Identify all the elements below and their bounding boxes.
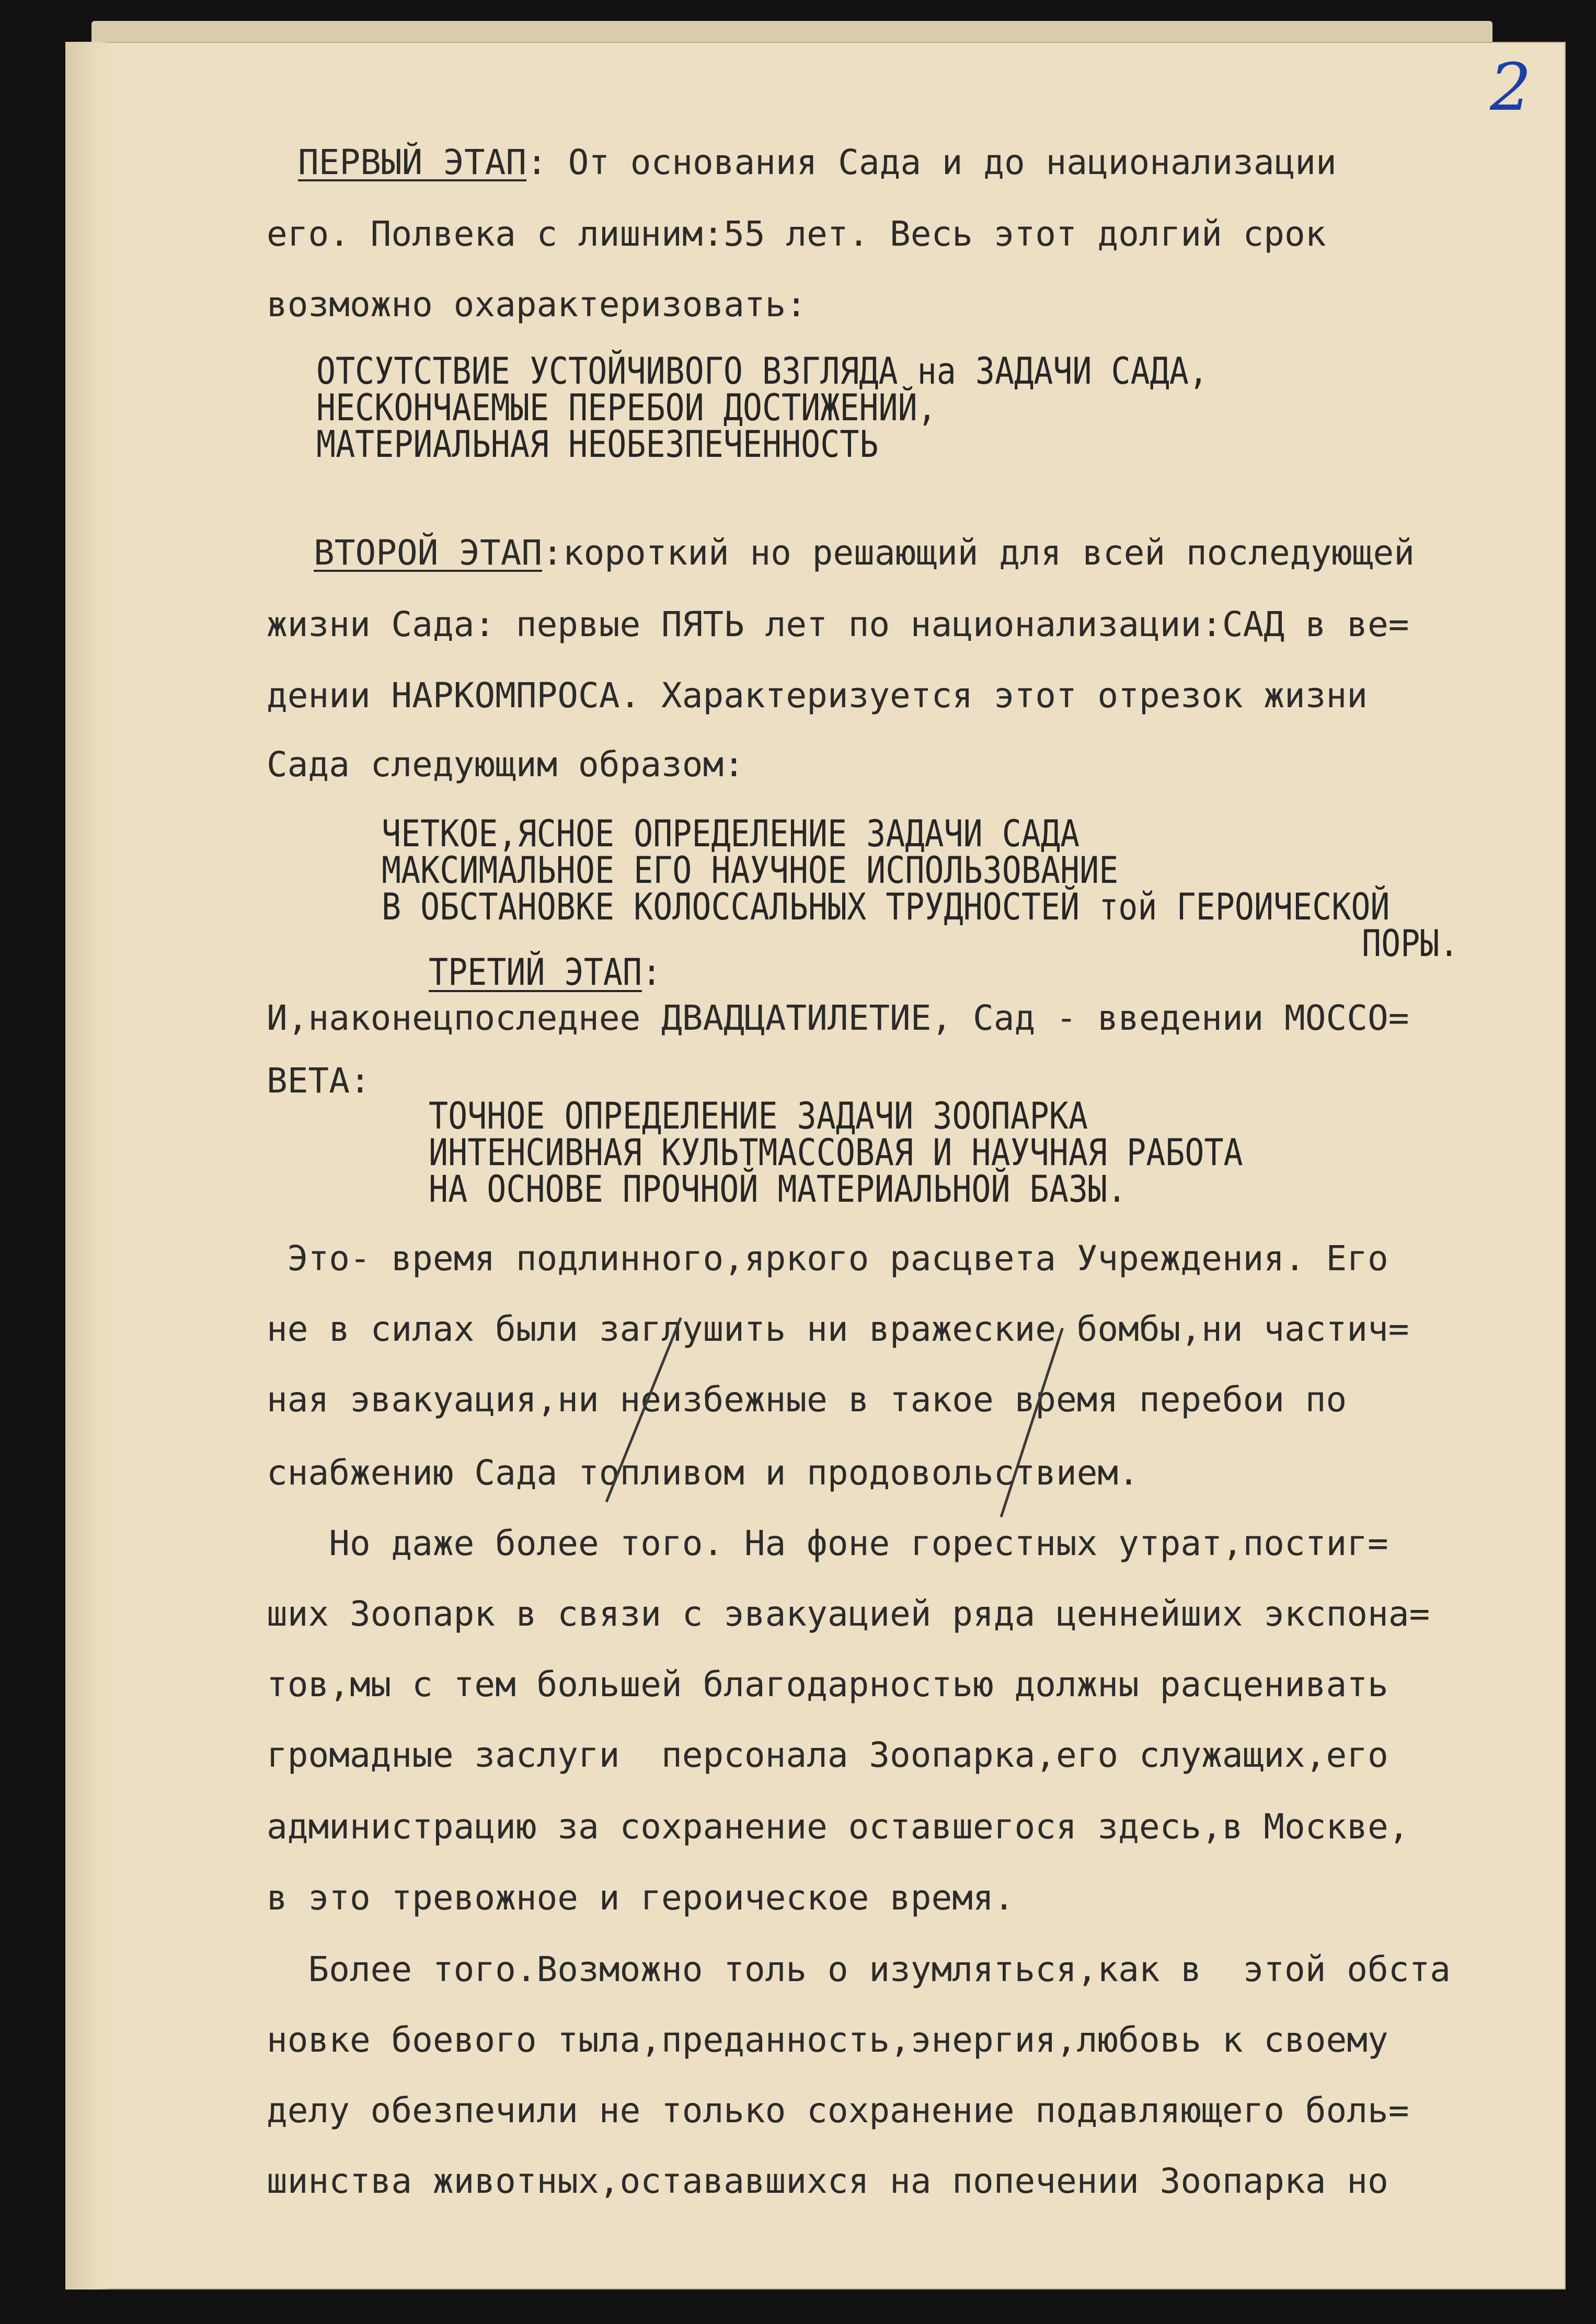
stage2-point-4: ПОРЫ.: [1362, 922, 1459, 965]
page-binding-edge: [65, 42, 112, 2290]
stage1-line2: его. Полвека с лишним:55 лет. Весь этот долгий срок: [267, 214, 1326, 254]
stage1-point-3: МАТЕРИАЛЬНАЯ НЕОБЕЗПЕЧЕННОСТЬ: [316, 423, 879, 466]
stage3-line1: И,наконецпоследнее ДВАДЦАТИЛЕТИЕ, Сад - введении МОССО=: [267, 998, 1409, 1038]
stage2-line3: дении НАРКОМПРОСА. Характеризуется этот отрезок жизни: [267, 675, 1368, 716]
stage2-point-2: МАКСИМАЛЬНОЕ ЕГО НАУЧНОЕ ИСПОЛЬЗОВАНИЕ: [382, 849, 1119, 892]
stage1-line3: возможно охарактеризовать:: [267, 284, 807, 325]
body-line-7: тов,мы с тем большей благодарностью должны расценивать: [267, 1664, 1388, 1705]
body-line-14: шинства животных,остававшихся на попечении Зоопарка но: [267, 2161, 1388, 2201]
stage2-line2: жизни Сада: первые ПЯТЬ лет по национализации:САД в ве=: [267, 604, 1409, 645]
body-line-1: Это- время подлинного,яркого расцвета Учреждения. Его: [267, 1238, 1388, 1279]
stage1-line1: : От основания Сада и до национализации: [526, 142, 1337, 182]
stage2-heading: [314, 533, 1415, 573]
stage2-point-3: В ОБСТАНОВКЕ КОЛОССАЛЬНЫХ ТРУДНОСТЕЙ той ГЕРОИЧЕСКОЙ: [382, 885, 1390, 928]
stage1-point-1: ОТСУТСТВИЕ УСТОЙЧИВОГО ВЗГЛЯДА на ЗАДАЧИ САДА,: [316, 350, 1208, 393]
stage1-point-2: НЕСКОНЧАЕМЫЕ ПЕРЕБОИ ДОСТИЖЕНИЙ,: [316, 386, 937, 429]
stage2-title: ВТОРОЙ ЭТАП: [314, 533, 543, 573]
body-line-12: новке боевого тыла,преданность,энергия,любовь к своему: [267, 2020, 1388, 2060]
stage2-point-1: ЧЕТКОЕ,ЯСНОЕ ОПРЕДЕЛЕНИЕ ЗАДАЧИ САДА: [382, 812, 1080, 855]
body-line-3: ная эвакуация,ни неизбежные в такое время перебои по: [267, 1379, 1347, 1420]
body-line-4: снабжению Сада топливом и продовольствием.: [267, 1453, 1139, 1493]
stage2-line4: Сада следующим образом:: [267, 744, 744, 785]
stage1-title: ПЕРВЫЙ ЭТАП: [298, 142, 527, 182]
body-line-8: громадные заслуги персонала Зоопарка,его служащих,его: [267, 1735, 1388, 1775]
body-line-9: администрацию за сохранение оставшегося здесь,в Москве,: [267, 1807, 1409, 1847]
stage1-heading: [298, 142, 1337, 182]
body-line-11: Более того.Возможно толь о изумляться,как в этой обста: [267, 1949, 1451, 1989]
stage3-heading: [429, 951, 662, 994]
stage3-point-1: ТОЧНОЕ ОПРЕДЕЛЕНИЕ ЗАДАЧИ ЗООПАРКА: [429, 1095, 1088, 1137]
stage3-title-colon: :: [641, 951, 662, 994]
page-number: 2: [1490, 50, 1532, 125]
stage2-line1: :короткий но решающий для всей последующей: [542, 533, 1415, 573]
stage3-title: ТРЕТИЙ ЭТАП: [429, 951, 642, 994]
stage3-point-3: НА ОСНОВЕ ПРОЧНОЙ МАТЕРИАЛЬНОЙ БАЗЫ.: [429, 1168, 1127, 1211]
body-line-10: в это тревожное и героическое время.: [267, 1878, 1015, 1918]
body-line-5: Но даже более того. На фоне горестных утрат,постиг=: [267, 1523, 1388, 1563]
body-line-6: ших Зоопарк в связи с эвакуацией ряда ценнейших экспона=: [267, 1594, 1430, 1634]
body-line-2: не в силах были заглушить ни вражеские бомбы,ни частич=: [267, 1309, 1409, 1349]
body-line-13: делу обезпечили не только сохранение подавляющего боль=: [267, 2090, 1409, 2131]
stage3-point-2: ИНТЕНСИВНАЯ КУЛЬТМАССОВАЯ И НАУЧНАЯ РАБОТА: [429, 1131, 1243, 1174]
stage3-line2: ВЕТА:: [267, 1061, 371, 1101]
